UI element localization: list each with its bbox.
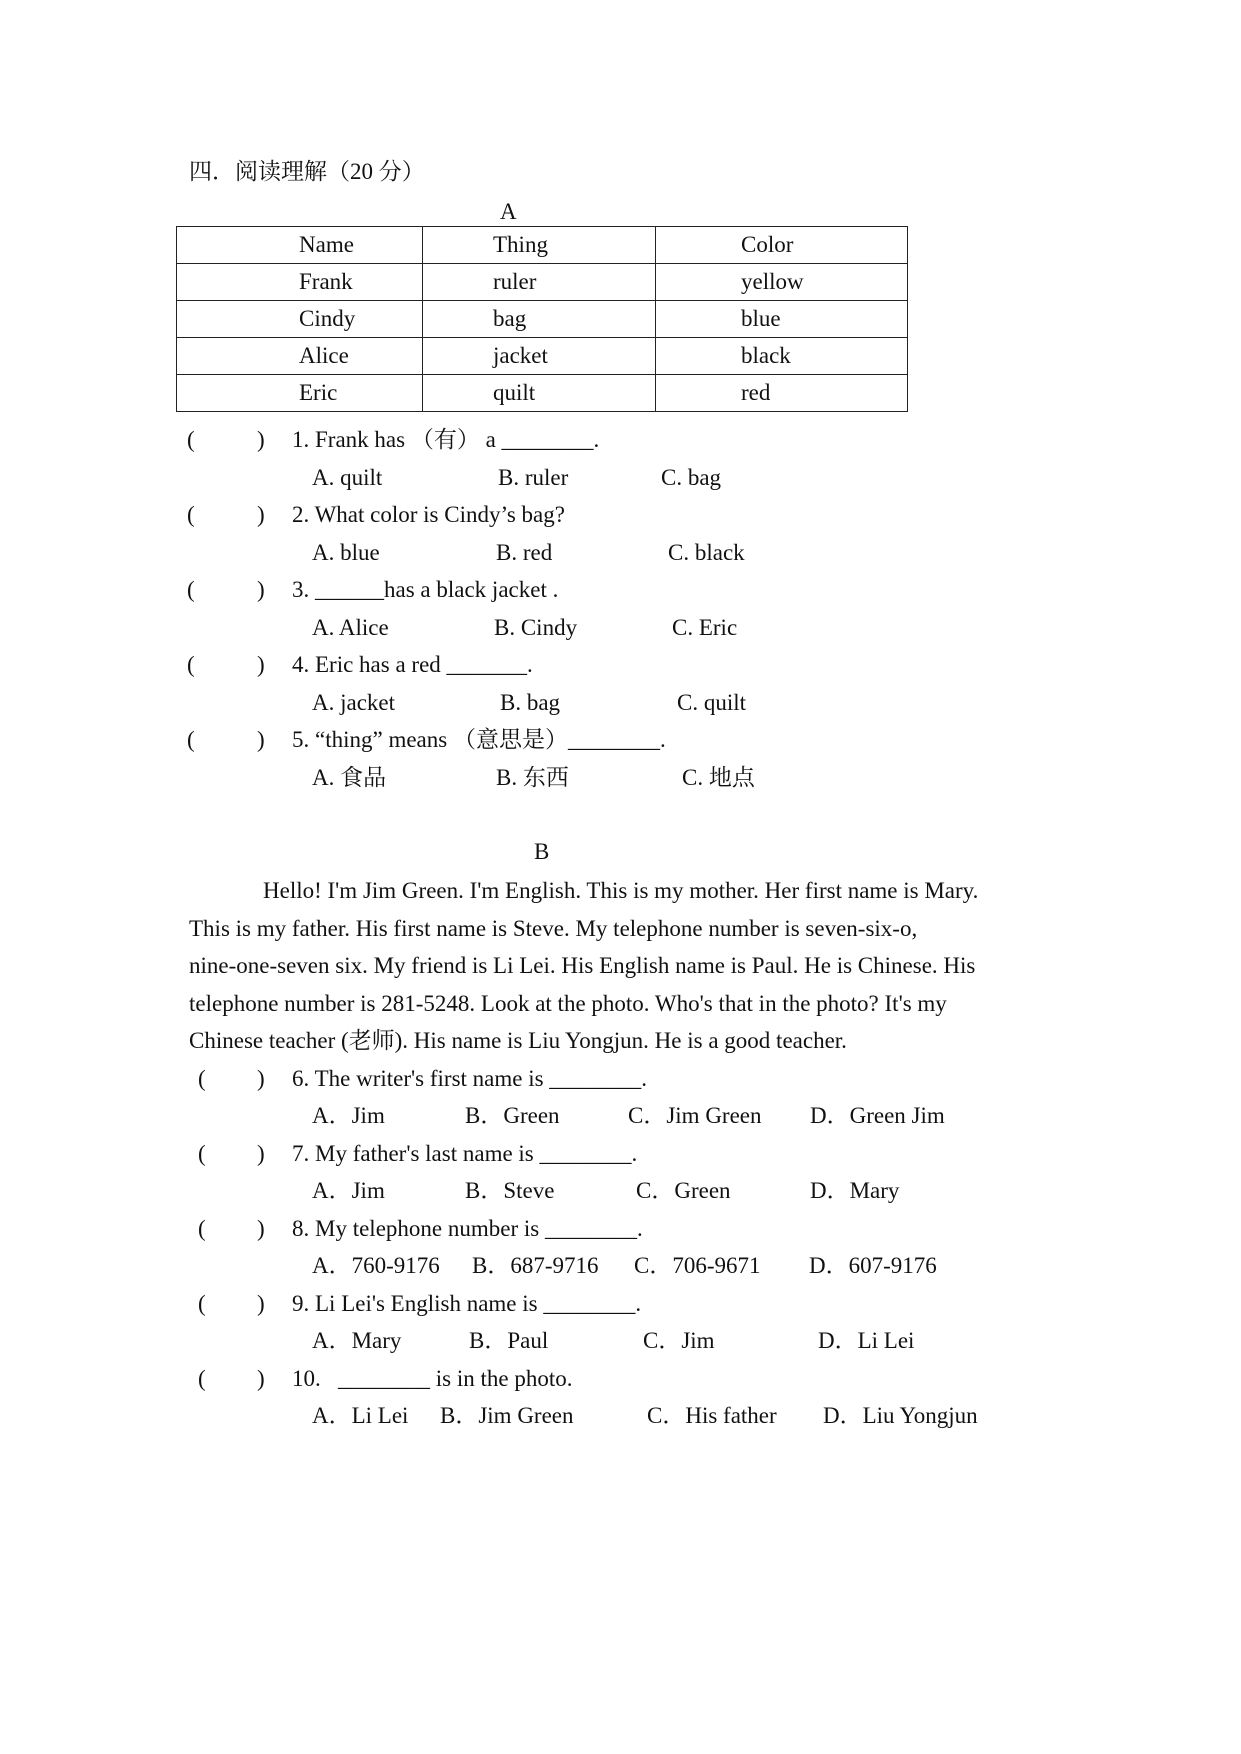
- table-cell: yellow: [656, 264, 908, 301]
- option-c: C. bag: [661, 465, 722, 490]
- option-b: B. 东西: [496, 765, 569, 790]
- question-stem: 3. ______has a black jacket .: [292, 577, 559, 602]
- table-header: Name: [177, 227, 423, 264]
- answer-paren-close: ): [257, 427, 265, 452]
- option-a: A．Li Lei: [312, 1403, 409, 1428]
- table-cell: Frank: [177, 264, 423, 301]
- option-c: C．Jim: [643, 1328, 715, 1353]
- info-table: [176, 226, 908, 412]
- option-c: C. quilt: [677, 690, 747, 715]
- part-b-label: B: [534, 839, 550, 864]
- question-stem: 10. ________ is in the photo.: [292, 1366, 573, 1391]
- option-d: D．Li Lei: [818, 1328, 915, 1353]
- table-row: [177, 264, 908, 301]
- answer-paren-open: (: [187, 652, 195, 677]
- reading-passage: [189, 872, 1059, 1060]
- table-row: [177, 375, 908, 412]
- table-cell: Eric: [177, 375, 423, 412]
- table-cell: quilt: [423, 375, 656, 412]
- question-stem: 1. Frank has （有） a ________.: [292, 427, 600, 452]
- answer-paren-open: (: [187, 727, 195, 752]
- option-b: B．Jim Green: [440, 1403, 574, 1428]
- option-a: A．760-9176: [312, 1253, 440, 1278]
- table-header: Thing: [423, 227, 656, 264]
- option-c: C. black: [668, 540, 745, 565]
- option-b: B．Steve: [465, 1178, 555, 1203]
- option-a: A. jacket: [312, 690, 396, 715]
- table-cell: Alice: [177, 338, 423, 375]
- option-b: B. bag: [500, 690, 561, 715]
- option-c: C．Green: [636, 1178, 731, 1203]
- option-a: A．Mary: [312, 1328, 402, 1353]
- passage-line: nine-one-seven six. My friend is Li Lei. His English name is Paul. He is Chinese. His: [189, 953, 976, 978]
- answer-paren-open: (: [198, 1291, 206, 1316]
- table-cell: bag: [423, 301, 656, 338]
- option-a: A. blue: [312, 540, 380, 565]
- question-stem: 9. Li Lei's English name is ________.: [292, 1291, 642, 1316]
- answer-paren-close: ): [257, 1141, 265, 1166]
- option-c: C. Eric: [672, 615, 738, 640]
- answer-paren-close: ): [257, 727, 265, 752]
- answer-paren-close: ): [257, 502, 265, 527]
- option-c: C．706-9671: [634, 1253, 761, 1278]
- answer-paren-open: (: [198, 1066, 206, 1091]
- section-title: 四．阅读理解（20 分）: [189, 159, 425, 184]
- table-row: [177, 338, 908, 375]
- option-b: B. red: [496, 540, 553, 565]
- option-b: B．687-9716: [472, 1253, 599, 1278]
- table-cell: red: [656, 375, 908, 412]
- passage-line: This is my father. His first name is Steve. My telephone number is seven-six-o,: [189, 915, 918, 941]
- option-a: A．Jim: [312, 1178, 385, 1203]
- table-header: Color: [656, 227, 908, 264]
- answer-paren-open: (: [198, 1366, 206, 1391]
- option-c: C．His father: [647, 1403, 777, 1428]
- question-stem: 6. The writer's first name is ________.: [292, 1066, 648, 1091]
- answer-paren-close: ): [257, 652, 265, 677]
- part-a-label: A: [500, 199, 517, 224]
- answer-paren-close: ): [257, 1066, 265, 1091]
- passage-line: Hello! I'm Jim Green. I'm English. This is my mother. Her first name is Mary.: [263, 878, 979, 903]
- answer-paren-open: (: [187, 427, 195, 452]
- option-d: D．Liu Yongjun: [823, 1403, 978, 1428]
- question-stem: 7. My father's last name is ________.: [292, 1141, 638, 1166]
- option-b: B. Cindy: [494, 615, 578, 640]
- option-c: C．Jim Green: [628, 1103, 762, 1128]
- option-a: A．Jim: [312, 1103, 385, 1128]
- option-b: B．Green: [465, 1103, 560, 1128]
- answer-paren-open: (: [187, 577, 195, 602]
- passage-line: Chinese teacher (老师). His name is Liu Yongjun. He is a good teacher.: [189, 1028, 847, 1053]
- table-cell: ruler: [423, 264, 656, 301]
- answer-paren-close: ): [257, 577, 265, 602]
- table-cell: jacket: [423, 338, 656, 375]
- table-cell: blue: [656, 301, 908, 338]
- passage-line: telephone number is 281-5248. Look at the photo. Who's that in the photo? It's my: [189, 990, 947, 1016]
- option-d: D．Green Jim: [810, 1103, 945, 1128]
- table-cell: Cindy: [177, 301, 423, 338]
- answer-paren-open: (: [198, 1216, 206, 1241]
- table-cell: black: [656, 338, 908, 375]
- question-stem: 2. What color is Cindy’s bag?: [292, 502, 565, 527]
- option-b: B. ruler: [498, 465, 569, 490]
- answer-paren-close: ): [257, 1216, 265, 1241]
- option-a: A. 食品: [312, 765, 387, 790]
- option-c: C. 地点: [682, 765, 755, 790]
- answer-paren-close: ): [257, 1291, 265, 1316]
- question-stem: 4. Eric has a red _______.: [292, 652, 533, 677]
- table-row: [177, 301, 908, 338]
- answer-paren-open: (: [187, 502, 195, 527]
- option-d: D．Mary: [810, 1178, 900, 1203]
- table-header-row: [177, 227, 908, 264]
- question-stem: 8. My telephone number is ________.: [292, 1216, 643, 1241]
- option-b: B．Paul: [469, 1328, 549, 1353]
- option-a: A. Alice: [312, 615, 389, 640]
- answer-paren-close: ): [257, 1366, 265, 1391]
- answer-paren-open: (: [198, 1141, 206, 1166]
- option-a: A. quilt: [312, 465, 383, 490]
- question-stem: 5. “thing” means （意思是）________.: [292, 727, 666, 752]
- option-d: D．607-9176: [809, 1253, 937, 1278]
